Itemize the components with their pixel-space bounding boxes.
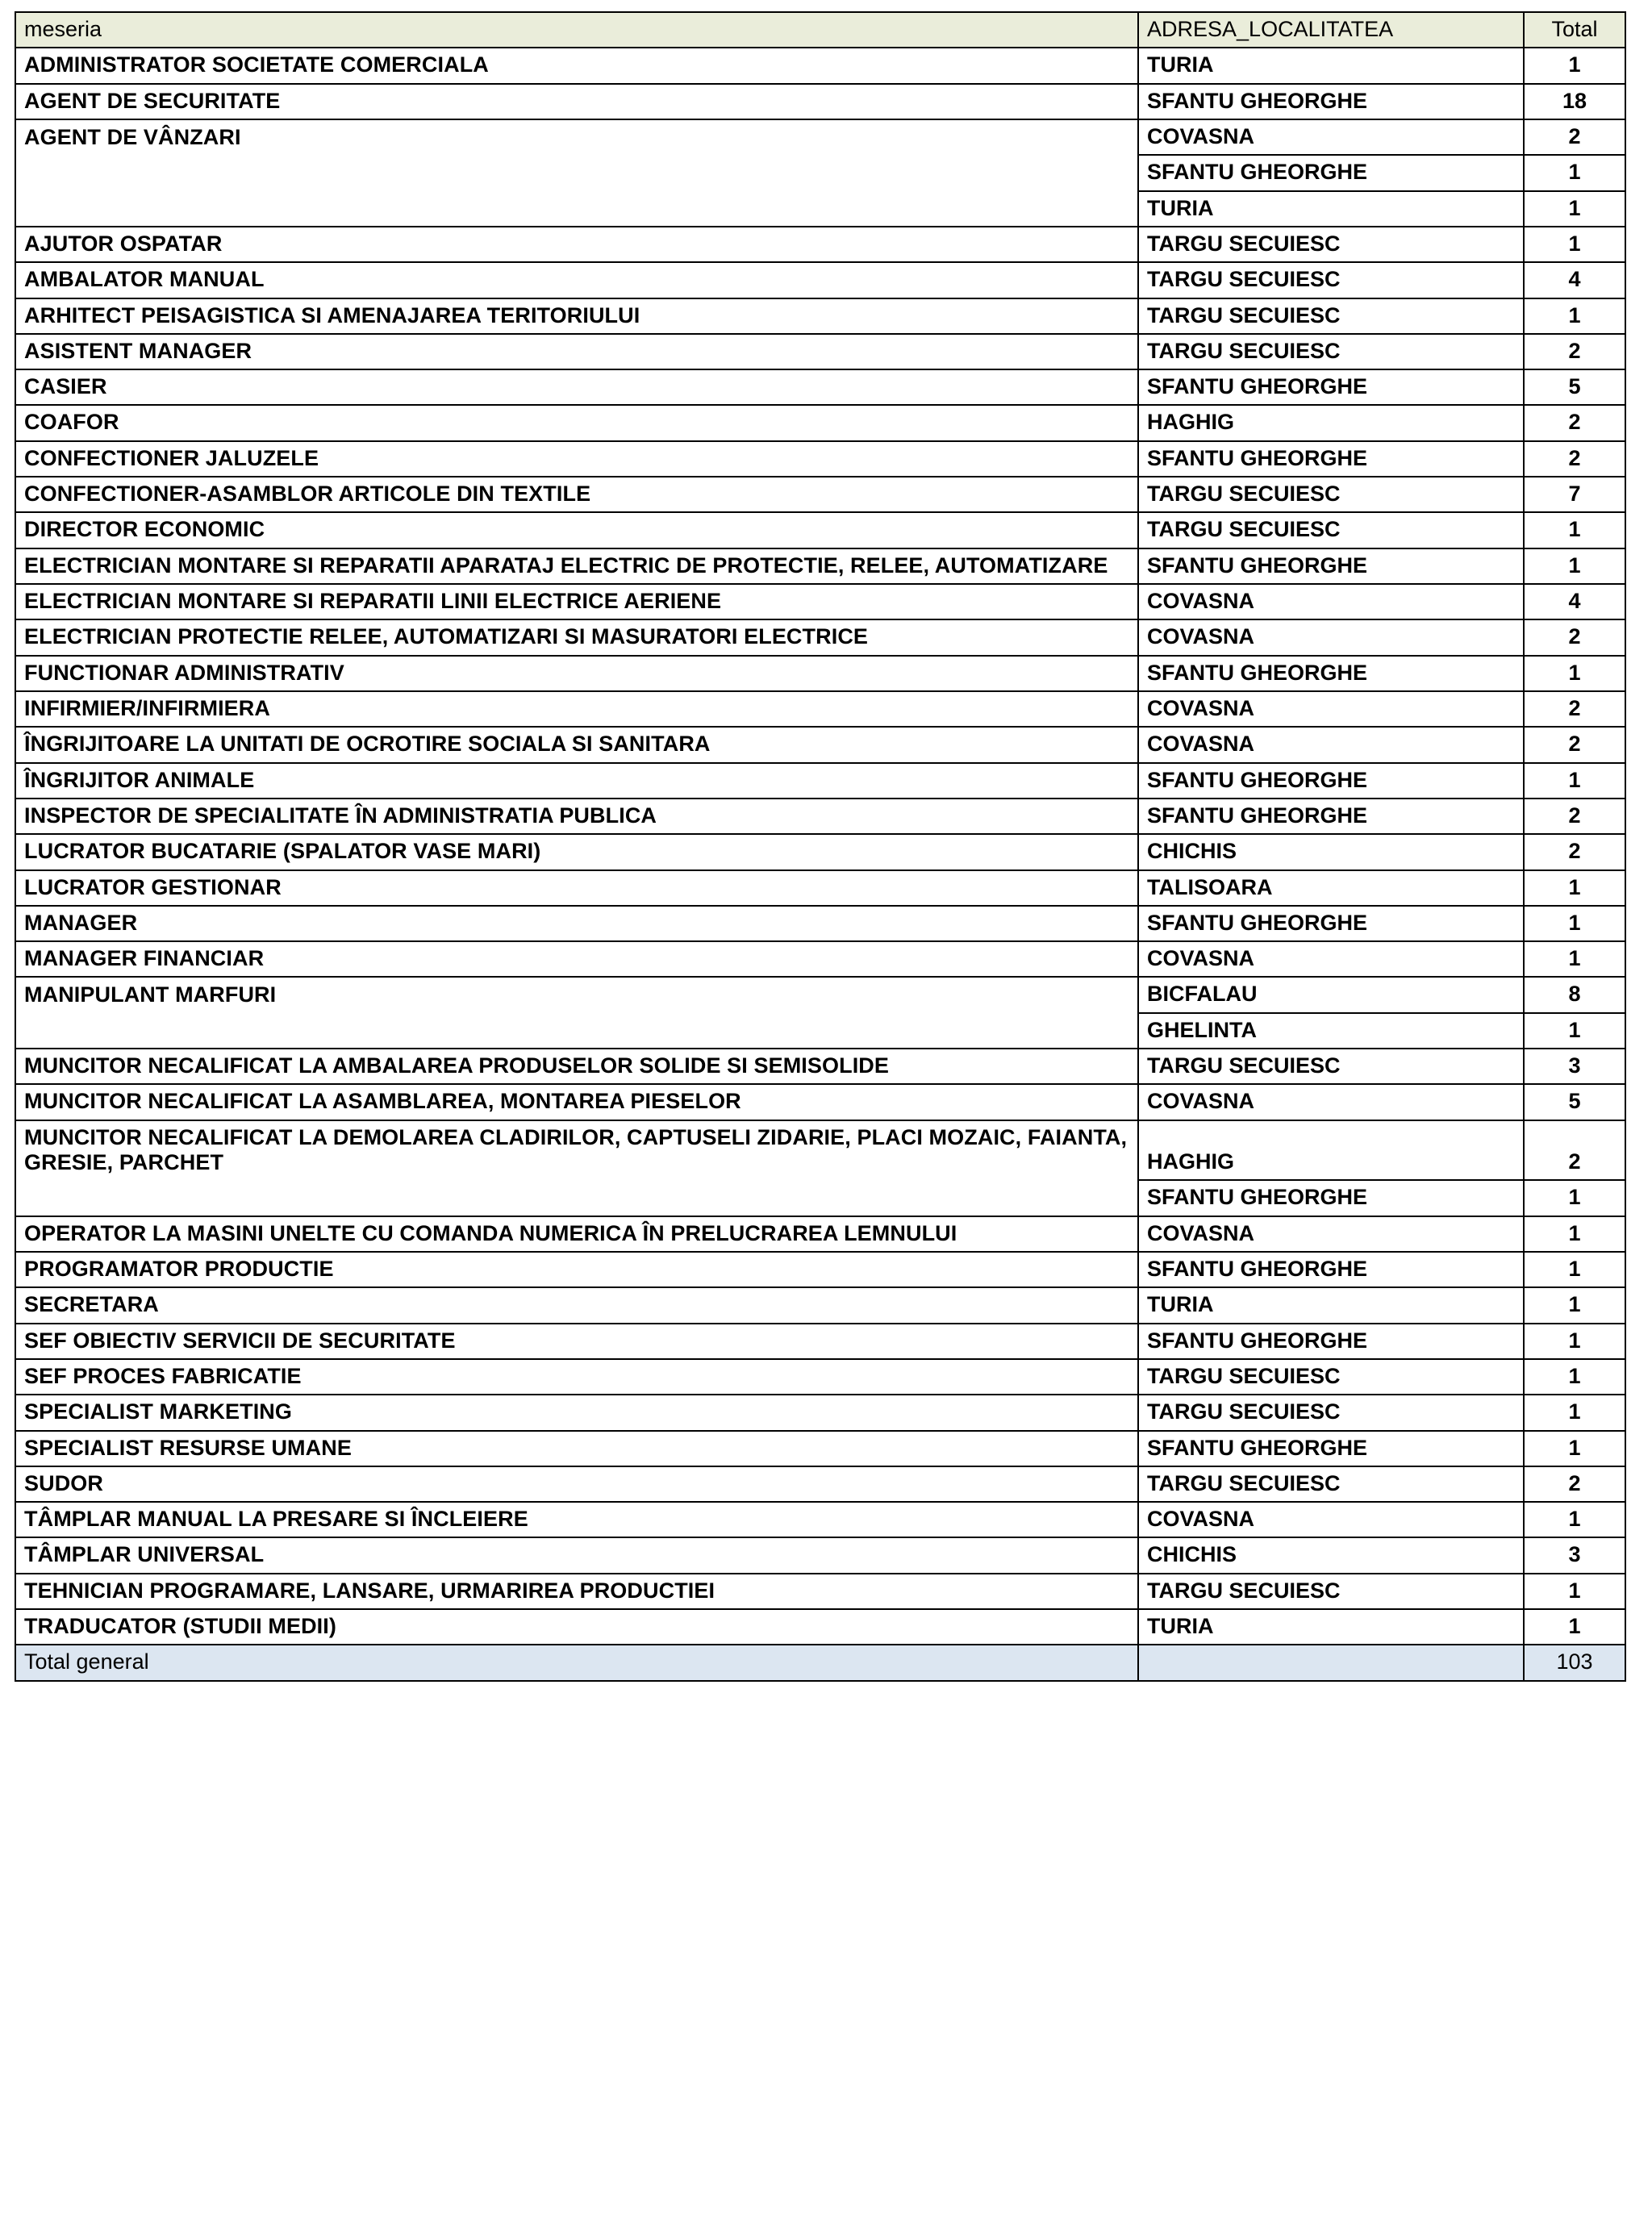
- cell-total[interactable]: 2: [1524, 334, 1625, 369]
- cell-total[interactable]: 1: [1524, 512, 1625, 548]
- cell-meseria[interactable]: SUDOR: [15, 1466, 1138, 1502]
- cell-meseria[interactable]: LUCRATOR BUCATARIE (SPALATOR VASE MARI): [15, 834, 1138, 869]
- cell-meseria[interactable]: COAFOR: [15, 405, 1138, 440]
- cell-total[interactable]: 2: [1524, 834, 1625, 869]
- cell-localitatea[interactable]: SFANTU GHEORGHE: [1138, 1324, 1524, 1359]
- table-row: [15, 48, 1625, 83]
- cell-meseria[interactable]: TEHNICIAN PROGRAMARE, LANSARE, URMARIREA PRODUCTIEI: [15, 1574, 1138, 1609]
- cell-total[interactable]: 1: [1524, 155, 1625, 190]
- table-row: [15, 691, 1625, 727]
- cell-total[interactable]: 1: [1524, 1324, 1625, 1359]
- cell-meseria[interactable]: MANAGER: [15, 906, 1138, 941]
- table-row: [15, 619, 1625, 655]
- table-row: [15, 262, 1625, 298]
- cell-total[interactable]: 5: [1524, 1084, 1625, 1120]
- cell-total[interactable]: 1: [1524, 1359, 1625, 1395]
- table-row: [15, 834, 1625, 869]
- cell-total[interactable]: 1: [1524, 227, 1625, 262]
- table-row: [15, 977, 1625, 1012]
- cell-meseria[interactable]: SEF OBIECTIV SERVICII DE SECURITATE: [15, 1324, 1138, 1359]
- cell-meseria[interactable]: SEF PROCES FABRICATIE: [15, 1359, 1138, 1395]
- cell-localitatea[interactable]: COVASNA: [1138, 619, 1524, 655]
- cell-total[interactable]: 2: [1524, 441, 1625, 477]
- cell-meseria[interactable]: TRADUCATOR (STUDII MEDII): [15, 1609, 1138, 1645]
- cell-meseria[interactable]: MUNCITOR NECALIFICAT LA AMBALAREA PRODUSELOR SOLIDE SI SEMISOLIDE: [15, 1049, 1138, 1084]
- cell-localitatea[interactable]: CHICHIS: [1138, 1537, 1524, 1573]
- cell-total[interactable]: 1: [1524, 1609, 1625, 1645]
- table-row: [15, 298, 1625, 334]
- table-row: [15, 1609, 1625, 1645]
- table-row: [15, 119, 1625, 155]
- cell-total[interactable]: 1: [1524, 548, 1625, 584]
- table-row: [15, 84, 1625, 119]
- cell-meseria[interactable]: ÎNGRIJITOARE LA UNITATI DE OCROTIRE SOCIALA SI SANITARA: [15, 727, 1138, 762]
- cell-meseria[interactable]: ELECTRICIAN MONTARE SI REPARATII LINII ELECTRICE AERIENE: [15, 584, 1138, 619]
- table-body: [15, 48, 1625, 1645]
- cell-localitatea[interactable]: SFANTU GHEORGHE: [1138, 155, 1524, 190]
- cell-meseria[interactable]: AMBALATOR MANUAL: [15, 262, 1138, 298]
- cell-meseria[interactable]: FUNCTIONAR ADMINISTRATIV: [15, 656, 1138, 691]
- cell-meseria[interactable]: MANAGER FINANCIAR: [15, 941, 1138, 977]
- cell-total[interactable]: 8: [1524, 977, 1625, 1012]
- cell-meseria[interactable]: ÎNGRIJITOR ANIMALE: [15, 763, 1138, 799]
- cell-meseria[interactable]: LUCRATOR GESTIONAR: [15, 870, 1138, 906]
- grand-total-value: 103: [1524, 1645, 1625, 1680]
- table-row: [15, 1287, 1625, 1323]
- cell-meseria[interactable]: ASISTENT MANAGER: [15, 334, 1138, 369]
- cell-total[interactable]: 3: [1524, 1537, 1625, 1573]
- cell-meseria[interactable]: INSPECTOR DE SPECIALITATE ÎN ADMINISTRATIA PUBLICA: [15, 799, 1138, 834]
- cell-meseria[interactable]: TÂMPLAR MANUAL LA PRESARE SI ÎNCLEIERE: [15, 1502, 1138, 1537]
- table-row: [15, 1502, 1625, 1537]
- cell-total[interactable]: 18: [1524, 84, 1625, 119]
- table-row: [15, 155, 1625, 190]
- table-row: [15, 1120, 1625, 1181]
- cell-total[interactable]: 7: [1524, 477, 1625, 512]
- cell-localitatea[interactable]: SFANTU GHEORGHE: [1138, 84, 1524, 119]
- cell-meseria[interactable]: SPECIALIST RESURSE UMANE: [15, 1431, 1138, 1466]
- table-row: [15, 1049, 1625, 1084]
- table-row: [15, 1252, 1625, 1287]
- table-row: [15, 191, 1625, 227]
- table-row: [15, 1324, 1625, 1359]
- cell-meseria[interactable]: [15, 1180, 1138, 1216]
- total-row: [15, 1645, 1625, 1680]
- cell-localitatea[interactable]: TURIA: [1138, 191, 1524, 227]
- cell-localitatea[interactable]: TALISOARA: [1138, 870, 1524, 906]
- cell-total[interactable]: 1: [1524, 941, 1625, 977]
- cell-meseria[interactable]: [15, 191, 1138, 227]
- column-header-localitatea[interactable]: ADRESA_LOCALITATEA: [1138, 12, 1524, 48]
- cell-total[interactable]: 1: [1524, 1287, 1625, 1323]
- cell-meseria[interactable]: [15, 1013, 1138, 1049]
- cell-meseria[interactable]: INFIRMIER/INFIRMIERA: [15, 691, 1138, 727]
- table-row: [15, 1084, 1625, 1120]
- cell-meseria[interactable]: OPERATOR LA MASINI UNELTE CU COMANDA NUMERICA ÎN PRELUCRAREA LEMNULUI: [15, 1216, 1138, 1252]
- cell-localitatea[interactable]: CHICHIS: [1138, 834, 1524, 869]
- cell-total[interactable]: 2: [1524, 405, 1625, 440]
- cell-localitatea[interactable]: TARGU SECUIESC: [1138, 262, 1524, 298]
- table-row: [15, 763, 1625, 799]
- table-row: [15, 1180, 1625, 1216]
- cell-total[interactable]: 1: [1524, 870, 1625, 906]
- table-row: [15, 1013, 1625, 1049]
- cell-localitatea[interactable]: SFANTU GHEORGHE: [1138, 656, 1524, 691]
- cell-meseria[interactable]: MUNCITOR NECALIFICAT LA ASAMBLAREA, MONTAREA PIESELOR: [15, 1084, 1138, 1120]
- table-row: [15, 477, 1625, 512]
- cell-total[interactable]: 3: [1524, 1049, 1625, 1084]
- cell-total[interactable]: 1: [1524, 298, 1625, 334]
- table-row: [15, 405, 1625, 440]
- cell-total[interactable]: 1: [1524, 656, 1625, 691]
- table-row: [15, 441, 1625, 477]
- cell-localitatea[interactable]: COVASNA: [1138, 1216, 1524, 1252]
- cell-localitatea[interactable]: TARGU SECUIESC: [1138, 1359, 1524, 1395]
- cell-meseria[interactable]: [15, 155, 1138, 190]
- cell-localitatea[interactable]: TURIA: [1138, 48, 1524, 83]
- cell-meseria[interactable]: SPECIALIST MARKETING: [15, 1395, 1138, 1430]
- cell-total[interactable]: 1: [1524, 906, 1625, 941]
- cell-localitatea[interactable]: TARGU SECUIESC: [1138, 1574, 1524, 1609]
- column-header-total[interactable]: Total: [1524, 12, 1625, 48]
- cell-total[interactable]: 1: [1524, 763, 1625, 799]
- cell-localitatea[interactable]: TARGU SECUIESC: [1138, 227, 1524, 262]
- cell-meseria[interactable]: ELECTRICIAN PROTECTIE RELEE, AUTOMATIZARI SI MASURATORI ELECTRICE: [15, 619, 1138, 655]
- table-row: [15, 1359, 1625, 1395]
- table-row: [15, 369, 1625, 405]
- cell-localitatea[interactable]: SFANTU GHEORGHE: [1138, 763, 1524, 799]
- cell-total[interactable]: 1: [1524, 1395, 1625, 1430]
- table-row: [15, 1574, 1625, 1609]
- cell-localitatea[interactable]: SFANTU GHEORGHE: [1138, 906, 1524, 941]
- cell-total[interactable]: 2: [1524, 799, 1625, 834]
- column-header-meseria[interactable]: meseria: [15, 12, 1138, 48]
- cell-total[interactable]: 1: [1524, 1252, 1625, 1287]
- cell-localitatea[interactable]: TARGU SECUIESC: [1138, 1395, 1524, 1430]
- cell-localitatea[interactable]: COVASNA: [1138, 119, 1524, 155]
- cell-meseria[interactable]: MANIPULANT MARFURI: [15, 977, 1138, 1012]
- table-row: [15, 941, 1625, 977]
- cell-localitatea[interactable]: TARGU SECUIESC: [1138, 1049, 1524, 1084]
- cell-meseria[interactable]: MUNCITOR NECALIFICAT LA DEMOLAREA CLADIRILOR, CAPTUSELI ZIDARIE, PLACI MOZAIC, FAIANTA, GRESIE, PARCHET: [15, 1120, 1138, 1181]
- cell-meseria[interactable]: ADMINISTRATOR SOCIETATE COMERCIALA: [15, 48, 1138, 83]
- cell-total[interactable]: 1: [1524, 48, 1625, 83]
- cell-total[interactable]: 1: [1524, 1180, 1625, 1216]
- cell-meseria[interactable]: AJUTOR OSPATAR: [15, 227, 1138, 262]
- cell-localitatea[interactable]: GHELINTA: [1138, 1013, 1524, 1049]
- header-row: [15, 12, 1625, 48]
- cell-localitatea[interactable]: SFANTU GHEORGHE: [1138, 441, 1524, 477]
- cell-localitatea[interactable]: TARGU SECUIESC: [1138, 477, 1524, 512]
- cell-localitatea[interactable]: COVASNA: [1138, 1502, 1524, 1537]
- cell-total[interactable]: 1: [1524, 1431, 1625, 1466]
- cell-total[interactable]: 4: [1524, 262, 1625, 298]
- table-row: [15, 799, 1625, 834]
- cell-localitatea[interactable]: SFANTU GHEORGHE: [1138, 1180, 1524, 1216]
- table-row: [15, 584, 1625, 619]
- cell-localitatea[interactable]: SFANTU GHEORGHE: [1138, 369, 1524, 405]
- cell-meseria[interactable]: AGENT DE SECURITATE: [15, 84, 1138, 119]
- cell-total[interactable]: 1: [1524, 1216, 1625, 1252]
- table-header: [15, 12, 1625, 48]
- cell-total[interactable]: 2: [1524, 1466, 1625, 1502]
- cell-total[interactable]: 2: [1524, 119, 1625, 155]
- table-row: [15, 1395, 1625, 1430]
- table-row: [15, 1216, 1625, 1252]
- cell-meseria[interactable]: ARHITECT PEISAGISTICA SI AMENAJAREA TERITORIULUI: [15, 298, 1138, 334]
- cell-localitatea[interactable]: SFANTU GHEORGHE: [1138, 799, 1524, 834]
- cell-meseria[interactable]: TÂMPLAR UNIVERSAL: [15, 1537, 1138, 1573]
- cell-localitatea[interactable]: COVASNA: [1138, 691, 1524, 727]
- total-label: Total general: [15, 1645, 1138, 1680]
- cell-localitatea[interactable]: TURIA: [1138, 1287, 1524, 1323]
- cell-localitatea[interactable]: COVASNA: [1138, 941, 1524, 977]
- cell-localitatea[interactable]: TARGU SECUIESC: [1138, 298, 1524, 334]
- cell-total[interactable]: 4: [1524, 584, 1625, 619]
- cell-meseria[interactable]: ELECTRICIAN MONTARE SI REPARATII APARATAJ ELECTRIC DE PROTECTIE, RELEE, AUTOMATIZARE: [15, 548, 1138, 584]
- table-row: [15, 512, 1625, 548]
- cell-total[interactable]: 1: [1524, 1013, 1625, 1049]
- cell-total[interactable]: 2: [1524, 1120, 1625, 1181]
- cell-localitatea[interactable]: BICFALAU: [1138, 977, 1524, 1012]
- cell-localitatea[interactable]: COVASNA: [1138, 727, 1524, 762]
- table-row: [15, 1431, 1625, 1466]
- cell-meseria[interactable]: PROGRAMATOR PRODUCTIE: [15, 1252, 1138, 1287]
- cell-total[interactable]: 2: [1524, 727, 1625, 762]
- cell-localitatea[interactable]: SFANTU GHEORGHE: [1138, 1252, 1524, 1287]
- cell-localitatea[interactable]: TARGU SECUIESC: [1138, 1466, 1524, 1502]
- table-footer: [15, 1645, 1625, 1680]
- table-row: [15, 906, 1625, 941]
- cell-localitatea[interactable]: SFANTU GHEORGHE: [1138, 1431, 1524, 1466]
- table-row: [15, 334, 1625, 369]
- cell-meseria[interactable]: CONFECTIONER JALUZELE: [15, 441, 1138, 477]
- table-row: [15, 656, 1625, 691]
- cell-meseria[interactable]: AGENT DE VÂNZARI: [15, 119, 1138, 155]
- cell-total[interactable]: 5: [1524, 369, 1625, 405]
- cell-localitatea[interactable]: HAGHIG: [1138, 405, 1524, 440]
- cell-localitatea[interactable]: HAGHIG: [1138, 1120, 1524, 1181]
- cell-total[interactable]: 1: [1524, 191, 1625, 227]
- table-row: [15, 870, 1625, 906]
- cell-meseria[interactable]: SECRETARA: [15, 1287, 1138, 1323]
- cell-total[interactable]: 1: [1524, 1574, 1625, 1609]
- cell-meseria[interactable]: DIRECTOR ECONOMIC: [15, 512, 1138, 548]
- cell-total[interactable]: 2: [1524, 691, 1625, 727]
- cell-localitatea[interactable]: TARGU SECUIESC: [1138, 334, 1524, 369]
- cell-total[interactable]: 2: [1524, 619, 1625, 655]
- cell-meseria[interactable]: CASIER: [15, 369, 1138, 405]
- cell-meseria[interactable]: CONFECTIONER-ASAMBLOR ARTICOLE DIN TEXTILE: [15, 477, 1138, 512]
- cell-localitatea[interactable]: COVASNA: [1138, 1084, 1524, 1120]
- cell-localitatea[interactable]: SFANTU GHEORGHE: [1138, 548, 1524, 584]
- table-row: [15, 227, 1625, 262]
- cell-localitatea[interactable]: TARGU SECUIESC: [1138, 512, 1524, 548]
- cell-localitatea[interactable]: TURIA: [1138, 1609, 1524, 1645]
- cell-total[interactable]: 1: [1524, 1502, 1625, 1537]
- table-row: [15, 727, 1625, 762]
- cell-localitatea[interactable]: COVASNA: [1138, 584, 1524, 619]
- table-row: [15, 548, 1625, 584]
- table-row: [15, 1466, 1625, 1502]
- pivot-table: [15, 11, 1626, 1682]
- total-blank-cell: [1138, 1645, 1524, 1680]
- table-row: [15, 1537, 1625, 1573]
